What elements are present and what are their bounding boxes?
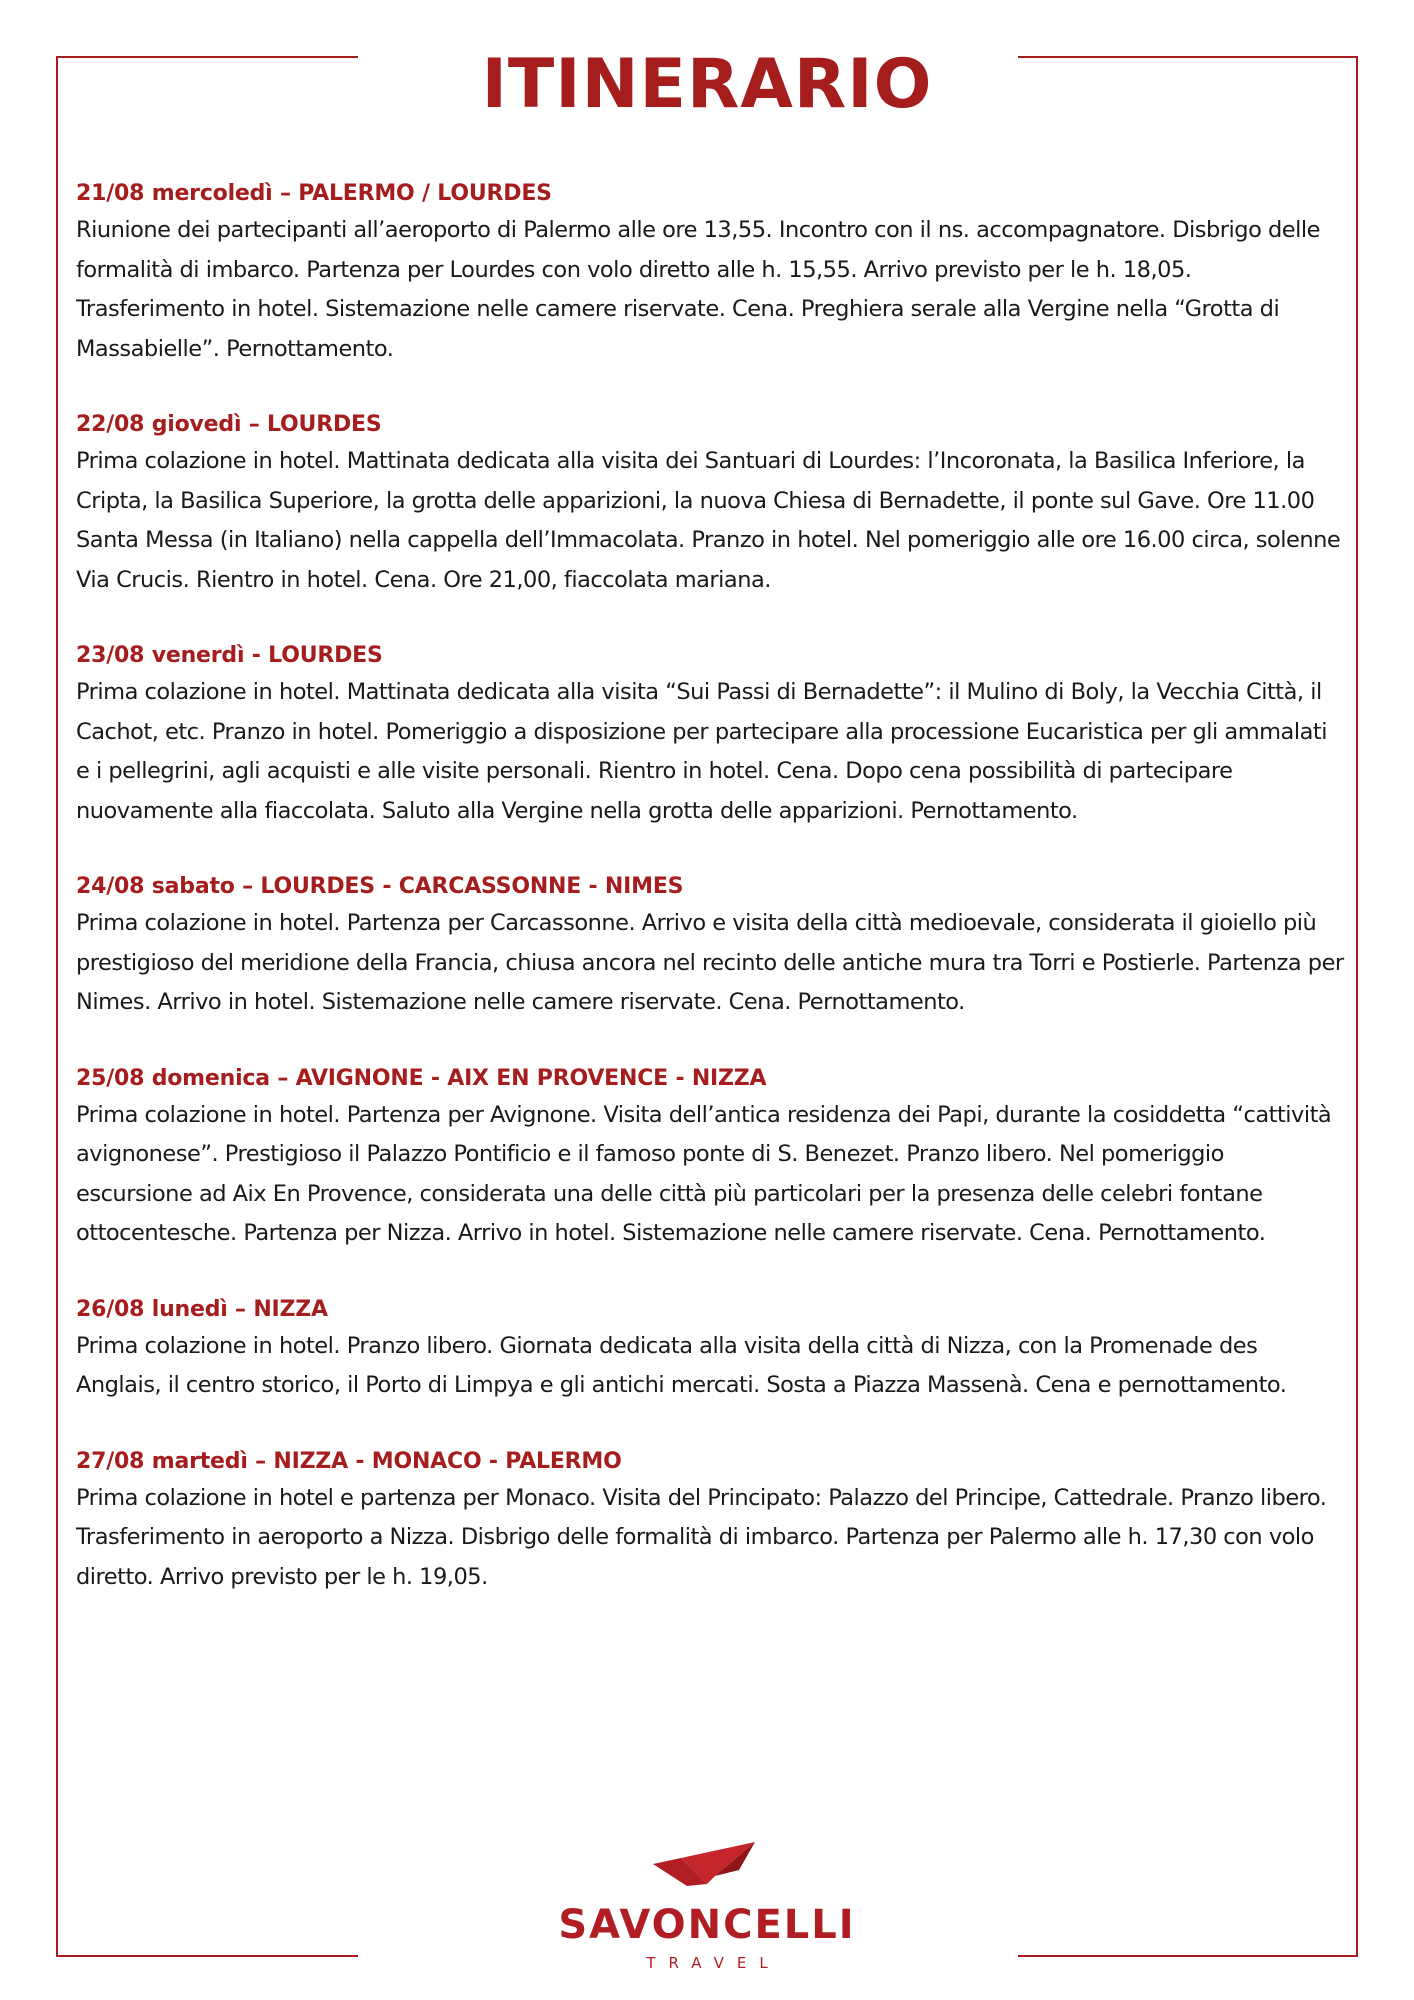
day-heading: 23/08 venerdì - LOURDES <box>76 643 383 668</box>
day-heading: 25/08 domenica – AVIGNONE - AIX EN PROVENCE - NIZZA <box>76 1065 767 1091</box>
day-description: Prima colazione in hotel. Mattinata dedicata alla visita dei Santuari di Lourdes: l’Incoronata, la Basilica Inferiore, la Cripta, la Basilica Superiore, la grotta delle apparizioni, la nuova Chiesa di Bernadette, il ponte sul Gave. Ore 11.00 Santa Messa (in Italiano) nella cappella dell’Immacolata. Pranzo in hotel. Nel pomeriggio alle ore 16.00 circa, solenne Via Crucis. Rientro in hotel. Cena. Ore 21,00, fiaccolata mariana. <box>76 448 1341 593</box>
day-heading: 22/08 giovedì – LOURDES <box>76 412 382 437</box>
day-description: Prima colazione in hotel. Partenza per Avignone. Visita dell’antica residenza dei Papi, durante la cosiddetta “cattività avignonese”. Prestigioso il Palazzo Pontificio e il famoso ponte di S. Benezet. Pranzo libero. Nel pomeriggio escursione ad Aix En Provence, considerata una delle città più particolari per la presenza delle celebri fontane ottocentesche. Partenza per Nizza. Arrivo in hotel. Sistemazione nelle camere riservate. Cena. Pernottamento. <box>76 1101 1332 1246</box>
day-heading: 24/08 sabato – LOURDES - CARCASSONNE - NIMES <box>76 874 684 899</box>
brand-tagline: TRAVEL <box>646 1954 781 1972</box>
itinerary-list <box>76 178 1346 1637</box>
day-heading: 21/08 mercoledì – PALERMO / LOURDES <box>76 181 552 206</box>
day-description: Prima colazione in hotel e partenza per Monaco. Visita del Principato: Palazzo del Principe, Cattedrale. Pranzo libero. Trasferimento in aeroporto a Nizza. Disbrigo delle formalità di imbarco. Partenza per Palermo alle h. 17,30 con volo diretto. Arrivo previsto per le h. 19,05. <box>76 1484 1327 1590</box>
day-description: Prima colazione in hotel. Mattinata dedicata alla visita “Sui Passi di Bernadette”: il Mulino di Boly, la Vecchia Città, il Cachot, etc. Pranzo in hotel. Pomeriggio a disposizione per partecipare alla processione Eucaristica per gli ammalati e i pellegrini, agli acquisti e alle visite personali. Rientro in hotel. Cena. Dopo cena possibilità di partecipare nuovamente alla fiaccolata. Saluto alla Vergine nella grotta delle apparizioni. Pernottamento. <box>76 679 1327 824</box>
page-title: ITINERARIO <box>481 45 933 124</box>
frame-left-line <box>56 56 58 1957</box>
day-entry <box>76 409 1346 600</box>
brand-name: SAVONCELLI <box>558 1902 856 1948</box>
day-description: Prima colazione in hotel. Partenza per Carcassonne. Arrivo e visita della città medioevale, considerata il gioiello più prestigioso del meridione della Francia, chiusa ancora nel recinto delle antiche mura tra Torri e Postierle. Partenza per Nimes. Arrivo in hotel. Sistemazione nelle camere riservate. Cena. Pernottamento. <box>76 910 1344 1015</box>
company-logo <box>507 1840 907 1974</box>
day-description: Riunione dei partecipanti all’aeroporto di Palermo alle ore 13,55. Incontro con il ns. accompagnatore. Disbrigo delle formalità di imbarco. Partenza per Lourdes con volo diretto alle h. 15,55. Arrivo previsto per le h. 18,05. Trasferimento in hotel. Sistemazione nelle camere riservate. Cena. Preghiera serale alla Vergine nella “Grotta di Massabielle”. Pernottamento. <box>76 217 1320 362</box>
day-entry <box>76 1446 1346 1598</box>
day-entry <box>76 178 1346 369</box>
day-description: Prima colazione in hotel. Pranzo libero. Giornata dedicata alla visita della città di Nizza, con la Promenade des Anglais, il centro storico, il Porto di Limpya e gli antichi mercati. Sosta a Piazza Massenà. Cena e pernottamento. <box>76 1332 1287 1398</box>
day-heading: 27/08 martedì – NIZZA - MONACO - PALERMO <box>76 1448 622 1474</box>
day-entry <box>76 640 1346 831</box>
day-heading: 26/08 lunedì – NIZZA <box>76 1296 328 1322</box>
frame-right-line <box>1356 56 1358 1957</box>
plane-wing-logo-icon <box>651 1840 763 1898</box>
frame-bottom-left-line <box>56 1955 358 1957</box>
frame-bottom-right-line <box>1018 1955 1358 1957</box>
day-entry <box>76 871 1346 1023</box>
day-entry <box>76 1294 1346 1406</box>
day-entry <box>76 1063 1346 1254</box>
